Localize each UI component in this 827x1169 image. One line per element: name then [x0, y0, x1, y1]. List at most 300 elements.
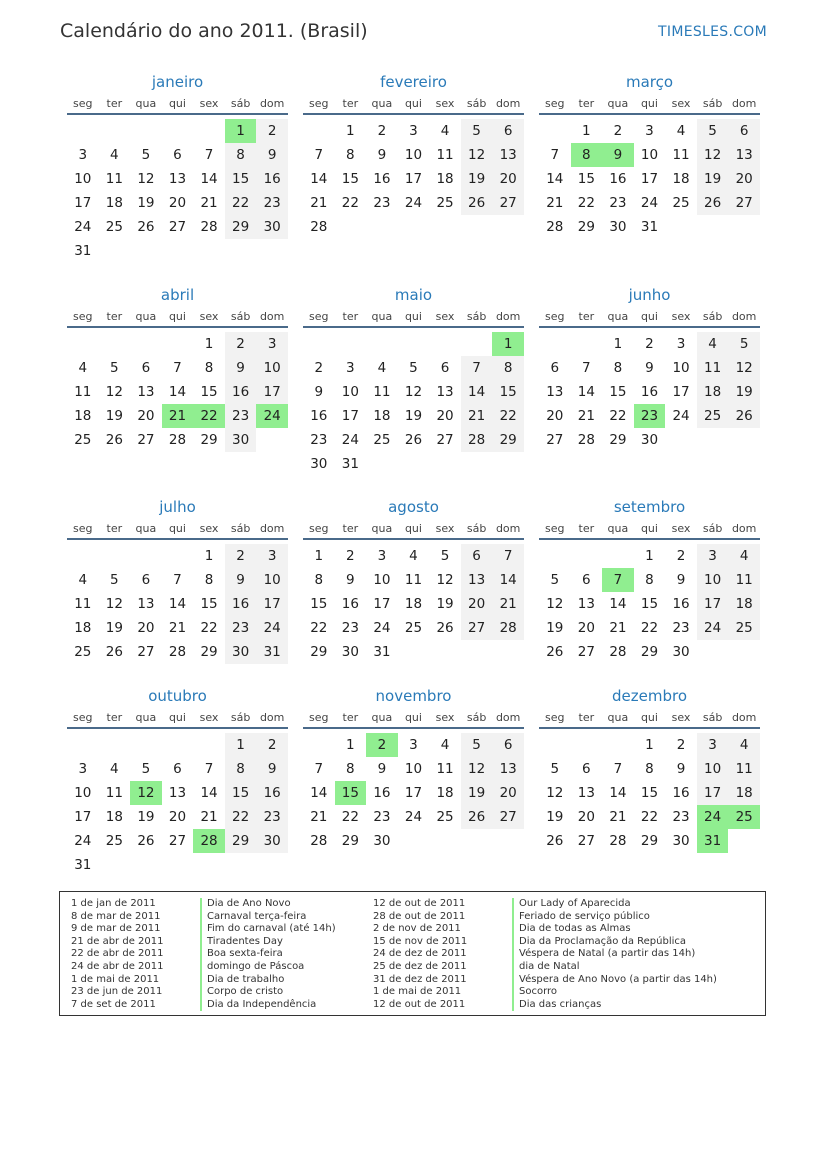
day-cell[interactable]: 6 — [492, 119, 524, 143]
day-cell[interactable]: 1 — [204, 548, 214, 564]
day-cell[interactable]: 15 — [335, 781, 367, 805]
day-cell[interactable]: 23 — [225, 616, 257, 640]
day-cell[interactable]: 21 — [162, 404, 194, 428]
day-cell[interactable]: 1 — [225, 733, 257, 757]
day-cell[interactable]: 18 — [672, 171, 690, 187]
day-cell[interactable]: 25 — [105, 833, 123, 849]
day-cell[interactable]: 7 — [461, 356, 493, 380]
day-cell[interactable]: 1 — [346, 737, 355, 753]
day-cell[interactable]: 5 — [461, 119, 493, 143]
day-cell[interactable]: 7 — [314, 761, 324, 777]
day-cell[interactable]: 22 — [577, 195, 595, 211]
day-cell[interactable]: 19 — [546, 809, 564, 825]
day-cell[interactable]: 9 — [377, 147, 387, 163]
day-cell[interactable]: 12 — [697, 143, 729, 167]
day-cell[interactable]: 22 — [640, 620, 659, 636]
day-cell[interactable]: 12 — [546, 785, 564, 801]
day-cell[interactable]: 18 — [105, 195, 123, 211]
day-cell[interactable]: 22 — [225, 805, 257, 829]
day-cell[interactable]: 11 — [728, 757, 760, 781]
day-cell[interactable]: 2 — [377, 123, 387, 139]
day-cell[interactable]: 26 — [105, 432, 123, 448]
day-cell[interactable]: 14 — [310, 171, 328, 187]
day-cell[interactable]: 12 — [728, 356, 760, 380]
day-cell[interactable]: 19 — [137, 809, 155, 825]
day-cell[interactable]: 6 — [461, 544, 493, 568]
day-cell[interactable]: 8 — [346, 761, 355, 777]
day-cell[interactable]: 7 — [173, 572, 182, 588]
day-cell[interactable]: 25 — [74, 432, 92, 448]
day-cell[interactable]: 27 — [492, 805, 524, 829]
day-cell[interactable]: 14 — [310, 785, 328, 801]
day-cell[interactable]: 27 — [492, 191, 524, 215]
day-cell[interactable]: 4 — [697, 332, 729, 356]
day-cell[interactable]: 13 — [137, 384, 155, 400]
day-cell[interactable]: 14 — [461, 380, 493, 404]
day-cell[interactable]: 7 — [582, 360, 591, 376]
day-cell[interactable]: 4 — [676, 123, 686, 139]
day-cell[interactable]: 25 — [404, 620, 423, 636]
day-cell[interactable]: 20 — [492, 167, 524, 191]
day-cell[interactable]: 15 — [341, 171, 359, 187]
day-cell[interactable]: 17 — [256, 380, 288, 404]
day-cell[interactable]: 16 — [225, 592, 257, 616]
day-cell[interactable]: 7 — [492, 544, 524, 568]
day-cell[interactable]: 19 — [436, 596, 454, 612]
day-cell[interactable]: 30 — [256, 829, 288, 853]
day-cell[interactable]: 7 — [173, 360, 182, 376]
day-cell[interactable]: 5 — [697, 119, 729, 143]
day-cell[interactable]: 15 — [492, 380, 524, 404]
day-cell[interactable]: 9 — [256, 757, 288, 781]
day-cell[interactable]: 28 — [577, 432, 595, 448]
day-cell[interactable]: 23 — [373, 195, 391, 211]
day-cell[interactable]: 23 — [256, 805, 288, 829]
day-cell[interactable]: 1 — [204, 336, 214, 352]
day-cell[interactable]: 30 — [672, 644, 690, 660]
day-cell[interactable]: 24 — [74, 833, 92, 849]
day-cell[interactable]: 2 — [314, 360, 324, 376]
day-cell[interactable]: 17 — [341, 408, 359, 424]
day-cell[interactable]: 25 — [373, 432, 391, 448]
day-cell[interactable]: 16 — [640, 384, 659, 400]
day-cell[interactable]: 3 — [676, 336, 686, 352]
day-cell[interactable]: 22 — [193, 404, 225, 428]
day-cell[interactable]: 31 — [373, 644, 391, 660]
day-cell[interactable]: 7 — [204, 761, 214, 777]
day-cell[interactable]: 11 — [728, 568, 760, 592]
day-cell[interactable]: 31 — [74, 243, 92, 259]
day-cell[interactable]: 24 — [256, 616, 288, 640]
day-cell[interactable]: 29 — [577, 219, 595, 235]
day-cell[interactable]: 2 — [676, 548, 686, 564]
day-cell[interactable]: 21 — [609, 809, 627, 825]
day-cell[interactable]: 9 — [225, 356, 257, 380]
day-cell[interactable]: 24 — [404, 195, 423, 211]
day-cell[interactable]: 29 — [640, 644, 659, 660]
day-cell[interactable]: 6 — [582, 761, 591, 777]
day-cell[interactable]: 23 — [672, 809, 690, 825]
day-cell[interactable]: 2 — [225, 544, 257, 568]
day-cell[interactable]: 26 — [461, 805, 493, 829]
day-cell[interactable]: 30 — [310, 456, 328, 472]
day-cell[interactable]: 25 — [697, 404, 729, 428]
day-cell[interactable]: 18 — [728, 781, 760, 805]
day-cell[interactable]: 15 — [200, 384, 218, 400]
day-cell[interactable]: 11 — [373, 384, 391, 400]
day-cell[interactable]: 17 — [373, 596, 391, 612]
day-cell[interactable]: 20 — [137, 620, 155, 636]
day-cell[interactable]: 30 — [256, 215, 288, 239]
day-cell[interactable]: 2 — [346, 548, 355, 564]
day-cell[interactable]: 15 — [225, 167, 257, 191]
day-cell[interactable]: 14 — [200, 171, 218, 187]
day-cell[interactable]: 20 — [577, 620, 595, 636]
day-cell[interactable]: 9 — [377, 761, 387, 777]
day-cell[interactable]: 14 — [168, 596, 187, 612]
day-cell[interactable]: 30 — [341, 644, 359, 660]
day-cell[interactable]: 8 — [571, 143, 603, 167]
day-cell[interactable]: 23 — [609, 195, 627, 211]
day-cell[interactable]: 10 — [404, 761, 423, 777]
day-cell[interactable]: 25 — [74, 644, 92, 660]
day-cell[interactable]: 4 — [377, 360, 387, 376]
day-cell[interactable]: 3 — [409, 123, 418, 139]
day-cell[interactable]: 28 — [168, 644, 187, 660]
day-cell[interactable]: 8 — [225, 143, 257, 167]
day-cell[interactable]: 9 — [314, 384, 324, 400]
day-cell[interactable]: 18 — [436, 785, 454, 801]
day-cell[interactable]: 12 — [436, 572, 454, 588]
day-cell[interactable]: 28 — [609, 644, 627, 660]
day-cell[interactable]: 12 — [404, 384, 423, 400]
day-cell[interactable]: 31 — [697, 829, 729, 853]
day-cell[interactable]: 27 — [728, 191, 760, 215]
day-cell[interactable]: 18 — [436, 171, 454, 187]
day-cell[interactable]: 23 — [373, 809, 391, 825]
day-cell[interactable]: 20 — [436, 408, 454, 424]
day-cell[interactable]: 14 — [168, 384, 187, 400]
day-cell[interactable]: 13 — [168, 785, 187, 801]
day-cell[interactable]: 3 — [78, 147, 88, 163]
day-cell[interactable]: 3 — [78, 761, 88, 777]
day-cell[interactable]: 26 — [728, 404, 760, 428]
day-cell[interactable]: 25 — [436, 195, 454, 211]
day-cell[interactable]: 21 — [461, 404, 493, 428]
day-cell[interactable]: 12 — [105, 384, 123, 400]
day-cell[interactable]: 13 — [728, 143, 760, 167]
day-cell[interactable]: 3 — [697, 544, 729, 568]
day-cell[interactable]: 13 — [436, 384, 454, 400]
day-cell[interactable]: 22 — [640, 809, 659, 825]
day-cell[interactable]: 1 — [314, 548, 324, 564]
day-cell[interactable]: 23 — [341, 620, 359, 636]
day-cell[interactable]: 30 — [640, 432, 659, 448]
day-cell[interactable]: 18 — [728, 592, 760, 616]
day-cell[interactable]: 2 — [256, 733, 288, 757]
day-cell[interactable]: 15 — [640, 785, 659, 801]
day-cell[interactable]: 16 — [672, 785, 690, 801]
day-cell[interactable]: 27 — [577, 833, 595, 849]
day-cell[interactable]: 24 — [74, 219, 92, 235]
day-cell[interactable]: 19 — [546, 620, 564, 636]
day-cell[interactable]: 1 — [582, 123, 591, 139]
day-cell[interactable]: 27 — [461, 616, 493, 640]
day-cell[interactable]: 4 — [440, 123, 450, 139]
day-cell[interactable]: 10 — [697, 568, 729, 592]
day-cell[interactable]: 10 — [256, 568, 288, 592]
day-cell[interactable]: 28 — [310, 219, 328, 235]
day-cell[interactable]: 5 — [550, 761, 560, 777]
day-cell[interactable]: 25 — [436, 809, 454, 825]
day-cell[interactable]: 5 — [728, 332, 760, 356]
day-cell[interactable]: 29 — [609, 432, 627, 448]
day-cell[interactable]: 5 — [409, 360, 418, 376]
day-cell[interactable]: 12 — [105, 596, 123, 612]
day-cell[interactable]: 21 — [310, 195, 328, 211]
day-cell[interactable]: 30 — [609, 219, 627, 235]
day-cell[interactable]: 19 — [461, 167, 493, 191]
day-cell[interactable]: 8 — [314, 572, 324, 588]
day-cell[interactable]: 11 — [404, 572, 423, 588]
day-cell[interactable]: 23 — [225, 404, 257, 428]
day-cell[interactable]: 14 — [492, 568, 524, 592]
day-cell[interactable]: 7 — [602, 568, 634, 592]
day-cell[interactable]: 10 — [404, 147, 423, 163]
day-cell[interactable]: 21 — [492, 592, 524, 616]
day-cell[interactable]: 18 — [697, 380, 729, 404]
day-cell[interactable]: 28 — [546, 219, 564, 235]
day-cell[interactable]: 1 — [346, 123, 355, 139]
day-cell[interactable]: 26 — [461, 191, 493, 215]
day-cell[interactable]: 28 — [461, 428, 493, 452]
day-cell[interactable]: 28 — [200, 219, 218, 235]
day-cell[interactable]: 6 — [440, 360, 450, 376]
day-cell[interactable]: 23 — [310, 432, 328, 448]
day-cell[interactable]: 20 — [137, 408, 155, 424]
day-cell[interactable]: 10 — [697, 757, 729, 781]
day-cell[interactable]: 25 — [672, 195, 690, 211]
day-cell[interactable]: 27 — [546, 432, 564, 448]
day-cell[interactable]: 12 — [461, 143, 493, 167]
day-cell[interactable]: 19 — [105, 620, 123, 636]
day-cell[interactable]: 27 — [137, 644, 155, 660]
day-cell[interactable]: 31 — [341, 456, 359, 472]
day-cell[interactable]: 13 — [577, 785, 595, 801]
day-cell[interactable]: 23 — [672, 620, 690, 636]
day-cell[interactable]: 14 — [546, 171, 564, 187]
day-cell[interactable]: 8 — [492, 356, 524, 380]
day-cell[interactable]: 7 — [204, 147, 214, 163]
day-cell[interactable]: 24 — [256, 404, 288, 428]
day-cell[interactable]: 13 — [137, 596, 155, 612]
day-cell[interactable]: 16 — [256, 781, 288, 805]
day-cell[interactable]: 24 — [697, 805, 729, 829]
day-cell[interactable]: 19 — [137, 195, 155, 211]
day-cell[interactable]: 20 — [577, 809, 595, 825]
day-cell[interactable]: 11 — [672, 147, 690, 163]
day-cell[interactable]: 23 — [634, 404, 666, 428]
day-cell[interactable]: 2 — [676, 737, 686, 753]
day-cell[interactable]: 16 — [256, 167, 288, 191]
day-cell[interactable]: 9 — [225, 568, 257, 592]
day-cell[interactable]: 13 — [577, 596, 595, 612]
day-cell[interactable]: 10 — [74, 785, 92, 801]
day-cell[interactable]: 24 — [640, 195, 659, 211]
day-cell[interactable]: 17 — [74, 809, 92, 825]
day-cell[interactable]: 6 — [173, 147, 182, 163]
day-cell[interactable]: 29 — [200, 644, 218, 660]
day-cell[interactable]: 26 — [697, 191, 729, 215]
day-cell[interactable]: 19 — [697, 167, 729, 191]
day-cell[interactable]: 15 — [225, 781, 257, 805]
day-cell[interactable]: 4 — [728, 544, 760, 568]
day-cell[interactable]: 10 — [373, 572, 391, 588]
day-cell[interactable]: 31 — [74, 857, 92, 873]
day-cell[interactable]: 19 — [461, 781, 493, 805]
day-cell[interactable]: 22 — [341, 809, 359, 825]
day-cell[interactable]: 18 — [74, 620, 92, 636]
day-cell[interactable]: 8 — [346, 147, 355, 163]
day-cell[interactable]: 3 — [256, 332, 288, 356]
day-cell[interactable]: 27 — [168, 219, 187, 235]
day-cell[interactable]: 11 — [436, 147, 454, 163]
day-cell[interactable]: 28 — [193, 829, 225, 853]
day-cell[interactable]: 6 — [141, 572, 151, 588]
day-cell[interactable]: 2 — [613, 123, 623, 139]
day-cell[interactable]: 22 — [492, 404, 524, 428]
day-cell[interactable]: 14 — [577, 384, 595, 400]
day-cell[interactable]: 11 — [105, 171, 123, 187]
day-cell[interactable]: 29 — [225, 215, 257, 239]
day-cell[interactable]: 21 — [609, 620, 627, 636]
day-cell[interactable]: 6 — [173, 761, 182, 777]
day-cell[interactable]: 8 — [613, 360, 623, 376]
day-cell[interactable]: 10 — [74, 171, 92, 187]
day-cell[interactable]: 26 — [436, 620, 454, 636]
day-cell[interactable]: 14 — [200, 785, 218, 801]
day-cell[interactable]: 4 — [440, 737, 450, 753]
day-cell[interactable]: 25 — [728, 616, 760, 640]
day-cell[interactable]: 18 — [105, 809, 123, 825]
day-cell[interactable]: 22 — [225, 191, 257, 215]
day-cell[interactable]: 29 — [200, 432, 218, 448]
day-cell[interactable]: 14 — [609, 785, 627, 801]
day-cell[interactable]: 11 — [74, 596, 92, 612]
day-cell[interactable]: 4 — [78, 360, 88, 376]
day-cell[interactable]: 27 — [577, 644, 595, 660]
day-cell[interactable]: 23 — [256, 191, 288, 215]
day-cell[interactable]: 29 — [640, 833, 659, 849]
day-cell[interactable]: 1 — [225, 119, 257, 143]
day-cell[interactable]: 3 — [409, 737, 418, 753]
day-cell[interactable]: 5 — [550, 572, 560, 588]
day-cell[interactable]: 15 — [609, 384, 627, 400]
day-cell[interactable]: 22 — [200, 620, 218, 636]
day-cell[interactable]: 29 — [341, 833, 359, 849]
day-cell[interactable]: 12 — [546, 596, 564, 612]
day-cell[interactable]: 28 — [310, 833, 328, 849]
day-cell[interactable]: 1 — [645, 737, 654, 753]
day-cell[interactable]: 26 — [546, 833, 564, 849]
day-cell[interactable]: 20 — [728, 167, 760, 191]
day-cell[interactable]: 4 — [728, 733, 760, 757]
day-cell[interactable]: 25 — [105, 219, 123, 235]
day-cell[interactable]: 15 — [200, 596, 218, 612]
day-cell[interactable]: 16 — [373, 785, 391, 801]
day-cell[interactable]: 16 — [341, 596, 359, 612]
day-cell[interactable]: 18 — [404, 596, 423, 612]
day-cell[interactable]: 6 — [728, 119, 760, 143]
day-cell[interactable]: 19 — [404, 408, 423, 424]
day-cell[interactable]: 24 — [697, 616, 729, 640]
day-cell[interactable]: 30 — [225, 428, 257, 452]
day-cell[interactable]: 5 — [440, 548, 450, 564]
day-cell[interactable]: 25 — [728, 805, 760, 829]
day-cell[interactable]: 29 — [225, 829, 257, 853]
day-cell[interactable]: 20 — [168, 809, 187, 825]
day-cell[interactable]: 31 — [640, 219, 659, 235]
day-cell[interactable]: 7 — [314, 147, 324, 163]
day-cell[interactable]: 16 — [609, 171, 627, 187]
day-cell[interactable]: 5 — [141, 761, 151, 777]
day-cell[interactable]: 13 — [492, 143, 524, 167]
day-cell[interactable]: 9 — [602, 143, 634, 167]
day-cell[interactable]: 5 — [110, 360, 119, 376]
day-cell[interactable]: 21 — [310, 809, 328, 825]
day-cell[interactable]: 15 — [577, 171, 595, 187]
day-cell[interactable]: 30 — [672, 833, 690, 849]
day-cell[interactable]: 16 — [672, 596, 690, 612]
day-cell[interactable]: 3 — [346, 360, 355, 376]
day-cell[interactable]: 17 — [404, 171, 423, 187]
day-cell[interactable]: 17 — [697, 592, 729, 616]
day-cell[interactable]: 6 — [550, 360, 560, 376]
day-cell[interactable]: 28 — [609, 833, 627, 849]
day-cell[interactable]: 24 — [373, 620, 391, 636]
day-cell[interactable]: 16 — [373, 171, 391, 187]
day-cell[interactable]: 11 — [436, 761, 454, 777]
day-cell[interactable]: 3 — [697, 733, 729, 757]
day-cell[interactable]: 2 — [645, 336, 654, 352]
day-cell[interactable]: 9 — [346, 572, 355, 588]
day-cell[interactable]: 28 — [168, 432, 187, 448]
day-cell[interactable]: 2 — [256, 119, 288, 143]
day-cell[interactable]: 4 — [409, 548, 418, 564]
day-cell[interactable]: 24 — [341, 432, 359, 448]
day-cell[interactable]: 26 — [546, 644, 564, 660]
day-cell[interactable]: 20 — [168, 195, 187, 211]
day-cell[interactable]: 30 — [373, 833, 391, 849]
day-cell[interactable]: 9 — [676, 761, 686, 777]
day-cell[interactable]: 11 — [697, 356, 729, 380]
day-cell[interactable]: 6 — [141, 360, 151, 376]
day-cell[interactable]: 18 — [373, 408, 391, 424]
day-cell[interactable]: 1 — [613, 336, 623, 352]
day-cell[interactable]: 22 — [310, 620, 328, 636]
day-cell[interactable]: 10 — [640, 147, 659, 163]
day-cell[interactable]: 19 — [728, 380, 760, 404]
day-cell[interactable]: 27 — [137, 432, 155, 448]
day-cell[interactable]: 3 — [377, 548, 387, 564]
day-cell[interactable]: 24 — [404, 809, 423, 825]
day-cell[interactable]: 17 — [256, 592, 288, 616]
day-cell[interactable]: 7 — [550, 147, 560, 163]
day-cell[interactable]: 26 — [404, 432, 423, 448]
day-cell[interactable]: 15 — [640, 596, 659, 612]
day-cell[interactable]: 13 — [168, 171, 187, 187]
day-cell[interactable]: 21 — [546, 195, 564, 211]
